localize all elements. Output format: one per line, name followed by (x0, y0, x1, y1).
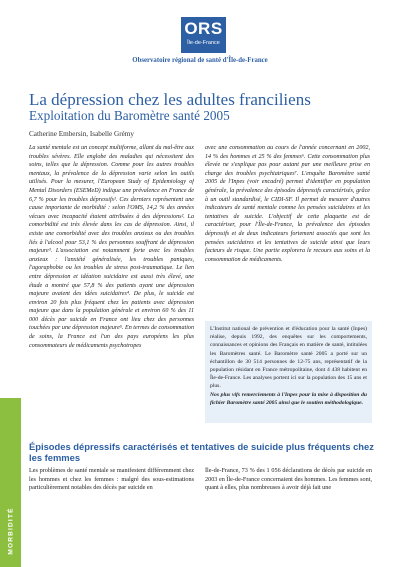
info-box-thanks: Nos plus vifs remerciements à l'Inpes pour la mise à disposition du fichier Baromètre santé 2005 ainsi que le soutien méthodologique. (210, 391, 367, 406)
page-title: La dépression chez les adultes franciliens (29, 90, 311, 109)
section-column-2: Île-de-France, 73 % des 1 056 déclarations de décès par suicide en 2003 en Île-de-France concernaient des hommes. Les femmes sont, quant à elles, plus nombreuses à avoir déjà fait une (205, 467, 372, 492)
page-subtitle: Exploitation du Baromètre santé 2005 (29, 108, 230, 123)
abstract-text-2: avec une consommation au cours de l'année concernant en 2002, 14 % des hommes et 25 % des femmes⁶. Cette consommation plus élevée ne s'explique pas pour autant par une meilleure prise en charge des troubles psychiatriques⁷. L'enquête Baromètre santé 2005 de l'Inpes (voir encadré) permet d'identifier en population générale, la prévalence des épisodes dépressifs caractérisés, grâce à un outil standardisé, le CIDI-SF. Il permet de mesurer d'autres indicateurs de santé mentale comme les pensées suicidaires et les tentatives de suicide. L'objectif de cette plaquette est de caractériser, pour l'Île-de-France, la prévalence des épisodes dépressifs et de deux indicateurs fortement associés que sont les pensées suicidaires et les tentatives de suicide ainsi que leurs facteurs de risque. Une partie explorera le recours aux soins et la consommation de médicaments. (205, 145, 370, 263)
info-box-text: L'Institut national de prévention et d'éducation pour la santé (Inpes) réalise, depuis 1992, des enquêtes sur les comportements, connaissances et opinions des Français en matière de santé, intitulées les Baromètres santé. Le Baromètre santé 2005 a porté sur un échantillon de 30 514 personnes de 12-75 ans, représentatif de la population résidant en France métropolitaine, dont 4 438 habitent en Île-de-France. Les analyses portent ici sur la population des 15 ans et plus. (210, 326, 367, 390)
authors: Catherine Embersin, Isabelle Grémy (29, 130, 134, 138)
section-column-1: Les problèmes de santé mentale se manifestent différemment chez les hommes et chez les femmes : malgré des sous-estimations particulièrement notables des décès par suicide en (29, 467, 194, 492)
ors-logo (181, 17, 226, 53)
sidebar-label-text: MORBIDITÉ (7, 507, 14, 555)
section-title: Épisodes dépressifs caractérisés et tentatives de suicide plus fréquents chez les femmes (29, 441, 374, 463)
abstract-text-1: La santé mentale est un concept multiforme, allant du mal-être aux troubles sévères. Elle englobe des maladies qui nécessitent des soins, telles que la dépression. Comme pour les autres troubles mentaux, la prévalence de la dépression varie selon les outils utilisés. Pour la mesurer, l'European Study of Epidemiology of Mental Disorders (ESEMeD) indique une prévalence en France de 6,7 % pour les troubles dépressifs¹. Ces derniers représentent une cause importante de morbidité : selon l'OMS, 14,2 % des années vécues avec incapacité étaient attribuées à des dépressions². La comorbidité est très élevée dans les cas de dépression. Ainsi, il existe une comorbidité avec des troubles anxieux ou des troubles liés à l'alcool pour 53,1 % des personnes souffrant de dépression majeure³. L'association est notamment forte avec les troubles anxieux : l'anxiété généralisée, les troubles paniques, l'agoraphobie ou les troubles de stress post-traumatique. Le lien entre dépression et idéation suicidaire est aussi très élevé, une étude a montré que 57,8 % des patients ayant une dépression majeure avaient des idées suicidaires⁴. De plus, le suicide est environ 20 fois plus fréquent chez les patients avec dépression majeure que dans la population générale et environ 60 % des 11 000 décès par suicide en France ont lieu chez des personnes touchées par une dépression majeure⁵. En termes de consommation de soins, la France est l'un des pays européens les plus consommateurs de médicaments psychotropes (29, 145, 194, 349)
organization-name: Observatoire régional de santé d'Île-de-France (132, 57, 268, 64)
info-box (205, 321, 372, 423)
abstract-column-2 (205, 144, 370, 349)
sidebar-label (2, 495, 19, 567)
logo-line1: ORS (184, 19, 223, 38)
logo-line2: Île-de-France (187, 40, 220, 46)
